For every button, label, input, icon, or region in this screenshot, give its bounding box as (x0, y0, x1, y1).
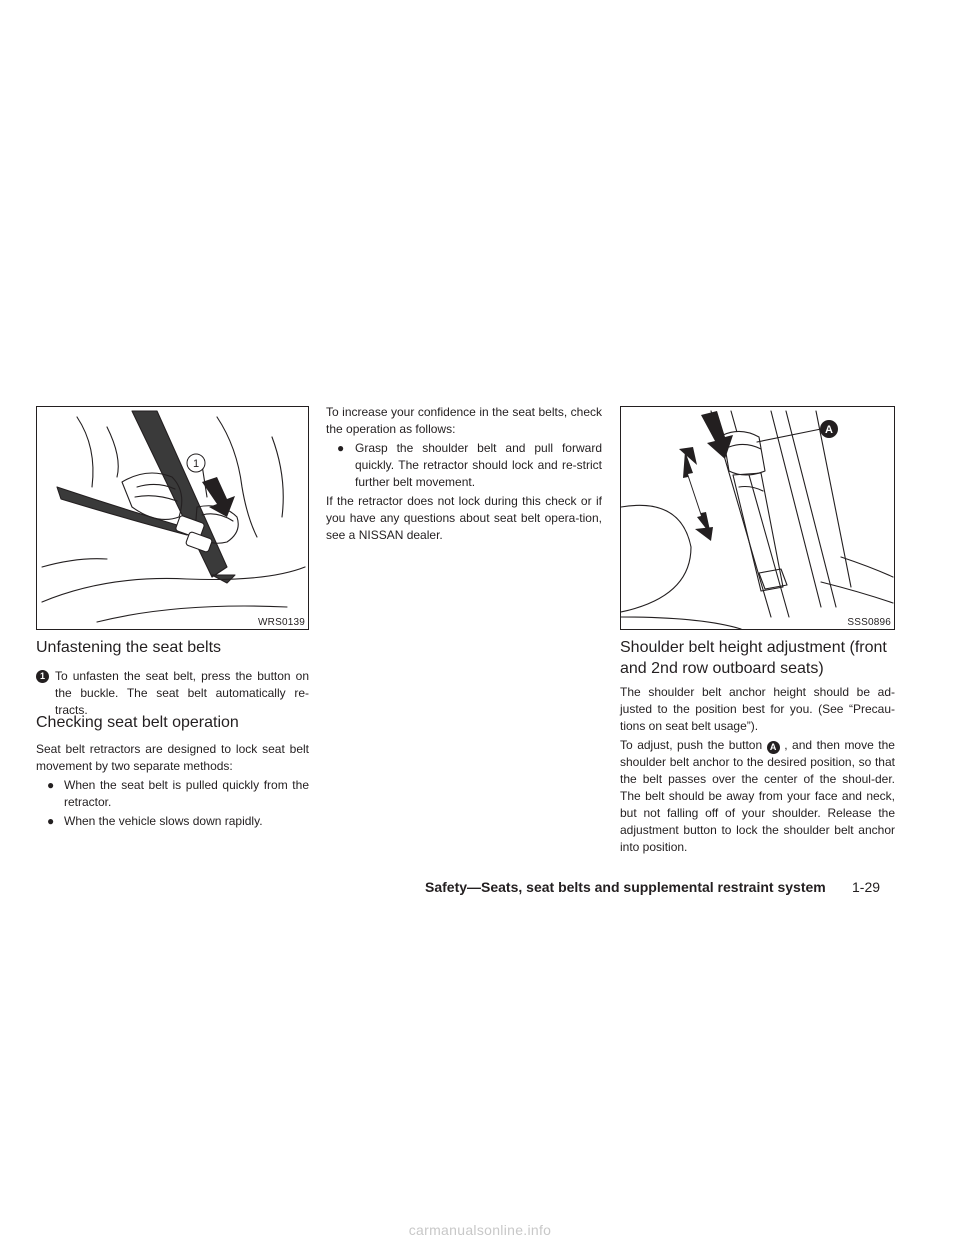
figure-code: SSS0896 (847, 617, 891, 628)
middle-intro: To increase your confidence in the seat belts, check the operation as follows: (326, 405, 602, 436)
button-marker-a: A (767, 741, 780, 754)
bullet-item: When the seat belt is pulled quickly from the retractor. (64, 778, 309, 809)
middle-para: If the retractor does not lock during this check or if you have any questions about seat belt opera-tion, see a NISSAN dealer. (326, 494, 602, 542)
heading-unfastening: Unfastening the seat belts (36, 639, 222, 656)
heading-shoulder-adjust: Shoulder belt height adjustment (front and 2nd row outboard seats) (620, 639, 887, 677)
figure-code: WRS0139 (258, 617, 305, 628)
seat-belt-buckle-illustration (37, 407, 309, 630)
heading-checking-operation: Checking seat belt operation (36, 714, 239, 731)
shoulder-para-2 (620, 737, 895, 856)
checking-intro: Seat belt retractors are designed to lock seat belt movement by two separate methods: (36, 742, 309, 773)
step-marker-1: 1 (36, 670, 49, 683)
shoulder-belt-anchor-illustration (621, 407, 895, 630)
shoulder-para-1: The shoulder belt anchor height should be ad-justed to the position best for you. (See “Precau-tions on seat belt usage”). (620, 685, 895, 733)
bullet-item: When the vehicle slows down rapidly. (64, 814, 263, 828)
bullet-dot: ● (47, 778, 55, 792)
para2-lead: To adjust, push the button (620, 738, 763, 752)
para2-rest: , and then move the shoulder belt anchor to the desired position, so that the belt passes over the center of the shoul-der. The belt should be away from your face and neck, but not falling off of your shoulder. Release the adjustment button to lock the shoulder belt anchor into position. (620, 738, 895, 854)
footer-page-number: 1-29 (852, 879, 881, 895)
step-1-text: To unfasten the seat belt, press the button on the buckle. The seat belt automatically re-tracts. (55, 669, 309, 717)
figure-callout-1: 1 (192, 458, 200, 470)
figure-callout-a: A (825, 424, 833, 436)
bullet-dot: ● (47, 814, 55, 828)
bullet-item: Grasp the shoulder belt and pull forward quickly. The retractor should lock and re-strict further belt movement. (355, 441, 602, 489)
watermark: carmanualsonline.info (408, 1222, 552, 1238)
footer-section-title: Safety—Seats, seat belts and supplemental restraint system (425, 879, 826, 895)
bullet-dot: ● (337, 441, 345, 455)
figure-shoulder-belt (620, 406, 895, 630)
figure-unfasten-belt (36, 406, 309, 630)
